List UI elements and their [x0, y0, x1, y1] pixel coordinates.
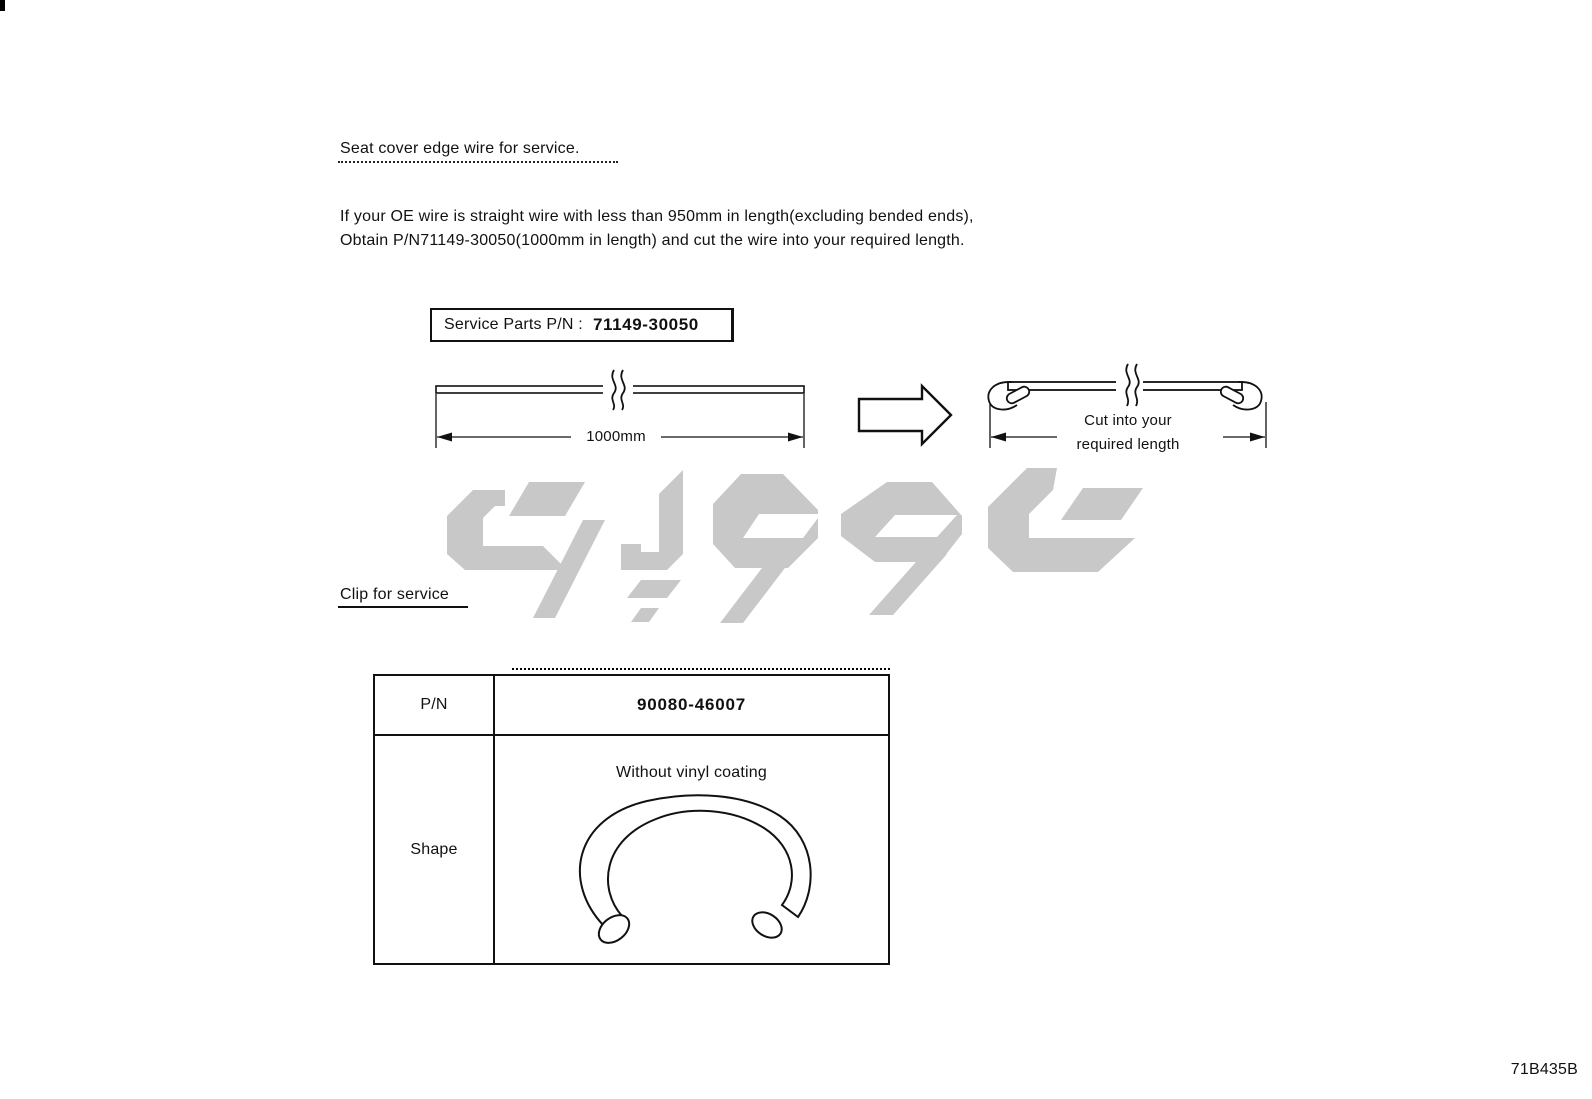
shape-caption: Without vinyl coating: [616, 763, 767, 781]
doc-code: 71B435B: [1510, 1061, 1578, 1078]
title-underline: [338, 161, 618, 163]
table-row-label: P/N: [375, 676, 495, 736]
cut-instruction-line-1: Cut into your: [1084, 412, 1172, 429]
clip-section-heading: Clip for service: [340, 586, 450, 603]
clip-shape-drawing: [552, 786, 832, 956]
clip-parts-table: [373, 674, 890, 965]
clip-right-loop: [747, 907, 786, 943]
wire-break-mask: [1116, 362, 1143, 412]
instruction-line-2: Obtain P/N71149-30050(1000mm in length) and cut the wire into your required length.: [340, 232, 965, 249]
dim-arrow-right: [788, 433, 803, 442]
watermark-logo: [443, 458, 1153, 638]
wire-break-mask: [603, 368, 633, 412]
cut-instruction-line-2: required length: [1076, 436, 1180, 453]
wire-length-label: 1000mm: [571, 428, 661, 446]
page-title: Seat cover edge wire for service.: [340, 140, 580, 157]
scan-corner-mark: [0, 0, 5, 11]
clip-heading-underline: [338, 606, 468, 608]
instruction-line-1: If your OE wire is straight wire with less than 950mm in length(excluding bended ends),: [340, 208, 974, 225]
service-parts-number: 71149-30050: [592, 315, 699, 334]
service-parts-label: Service Parts P/N :: [444, 316, 583, 333]
dim-arrow-left: [437, 433, 452, 442]
dim-arrow-right: [1250, 433, 1265, 442]
table-row-label: Shape: [375, 736, 495, 963]
instruction-paragraph: [340, 205, 974, 253]
table-cell-part-number: 90080-46007: [495, 676, 888, 736]
table-cell-shape: [495, 736, 888, 963]
table-top-dotted-line: [512, 668, 890, 670]
dim-arrow-left: [991, 433, 1006, 442]
transform-arrow-icon: [855, 380, 955, 450]
service-parts-pn-box: [430, 308, 734, 342]
